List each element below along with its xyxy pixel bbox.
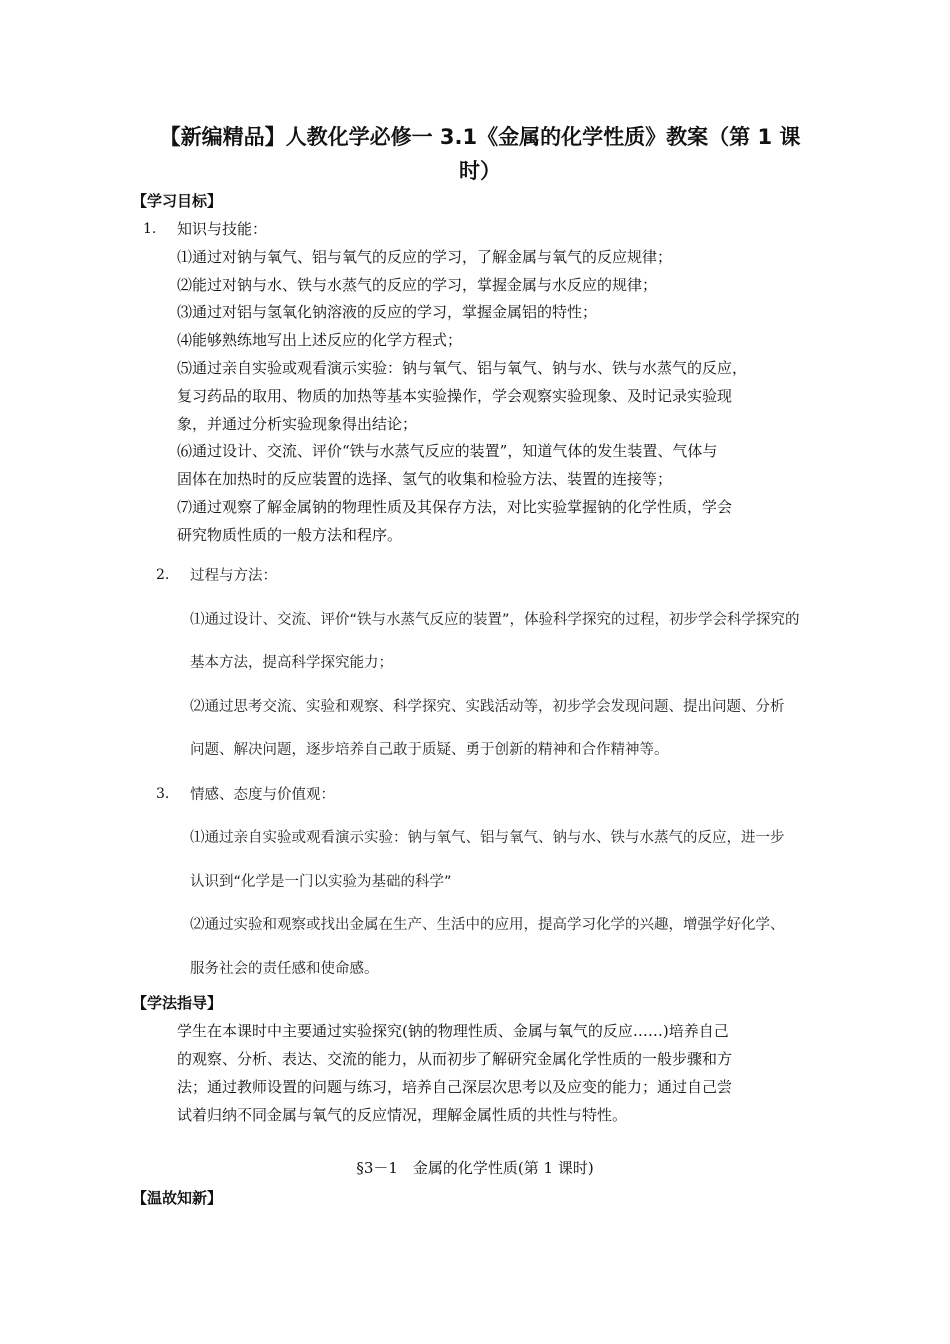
objective-line: 复习药品的取用、物质的加热等基本实验操作，学会观察实验现象、及时记录实验现 [177, 387, 733, 405]
objective-line: 基本方法，提高科学探究能力； [190, 655, 393, 671]
objective-line: ⑹通过设计、交流、评价“铁与水蒸气反应的装置”，知道气体的发生装置、气体与 [177, 442, 718, 460]
objective-line: ⑶通过对铝与氢氧化钠溶液的反应的学习，掌握金属铝的特性； [177, 303, 598, 321]
objective-line: ⑸通过亲自实验或观看演示实验：钠与氧气、铝与氧气、钠与水、铁与水蒸气的反应， [177, 359, 748, 377]
item-label-attitudes-values: 情感、态度与价值观： [190, 787, 335, 803]
heading-learning-objectives: 【学习目标】 [132, 192, 223, 210]
item-label-process-methods: 过程与方法： [190, 568, 277, 584]
heading-review: 【温故知新】 [132, 1189, 223, 1207]
objective-line: ⑺通过观察了解金属钠的物理性质及其保存方法，对比实验掌握钠的化学性质，学会 [177, 498, 733, 516]
title-line-2: 时） [459, 159, 501, 183]
objective-line: ⑴通过亲自实验或观看演示实验：钠与氧气、铝与氧气、钠与水、铁与水蒸气的反应，进一步 [190, 830, 785, 846]
title-line-1: 【新编精品】人教化学必修一 3.1《金属的化学性质》教案（第 1 课 [159, 125, 801, 149]
objective-line: ⑵能过对钠与水、铁与水蒸气的反应的学习，掌握金属与水反应的规律； [177, 276, 658, 294]
item-number-2: 2. [156, 567, 170, 583]
heading-learning-method: 【学法指导】 [132, 994, 223, 1012]
objective-line: ⑵通过实验和观察或找出金属在生产、生活中的应用，提高学习化学的兴趣，增强学好化学、 [190, 917, 785, 933]
method-line: 学生在本课时中主要通过实验探究(钠的物理性质、金属与氧气的反应……)培养自己 [177, 1022, 729, 1040]
lesson-title: §3－1 金属的化学性质(第 1 课时) [356, 1159, 594, 1177]
objective-line: ⑷能够熟练地写出上述反应的化学方程式； [177, 331, 463, 349]
document-title [140, 120, 820, 188]
method-line: 法；通过教师设置的问题与练习，培养自己深层次思考以及应变的能力；通过自己尝 [177, 1078, 733, 1096]
item-label-knowledge-skills: 知识与技能： [177, 220, 268, 238]
objective-line: 问题、解决问题，逐步培养自己敢于质疑、勇于创新的精神和合作精神等。 [190, 742, 669, 758]
objective-line: 认识到“化学是一门以实验为基础的科学” [190, 874, 452, 890]
objective-line: ⑴通过对钠与氧气、铝与氧气的反应的学习，了解金属与氧气的反应规律； [177, 248, 673, 266]
objective-line: 象，并通过分析实验现象得出结论； [177, 415, 418, 433]
item-number-3: 3. [156, 786, 170, 802]
method-line: 试着归纳不同金属与氧气的反应情况，理解金属性质的共性与特性。 [177, 1106, 628, 1124]
objective-line: 固体在加热时的反应装置的选择、氢气的收集和检验方法、装置的连接等； [177, 470, 673, 488]
objective-line: ⑵通过思考交流、实验和观察、科学探究、实践活动等，初步学会发现问题、提出问题、分析 [190, 699, 785, 715]
item-number-1: 1. [143, 221, 157, 237]
objective-line: 服务社会的责任感和使命感。 [190, 961, 379, 977]
objective-line: ⑴通过设计、交流、评价“铁与水蒸气反应的装置”，体验科学探究的过程，初步学会科学探究的 [190, 612, 800, 628]
method-line: 的观察、分析、表达、交流的能力，从而初步了解研究金属化学性质的一般步骤和方 [177, 1050, 733, 1068]
objective-line: 研究物质性质的一般方法和程序。 [177, 526, 403, 544]
